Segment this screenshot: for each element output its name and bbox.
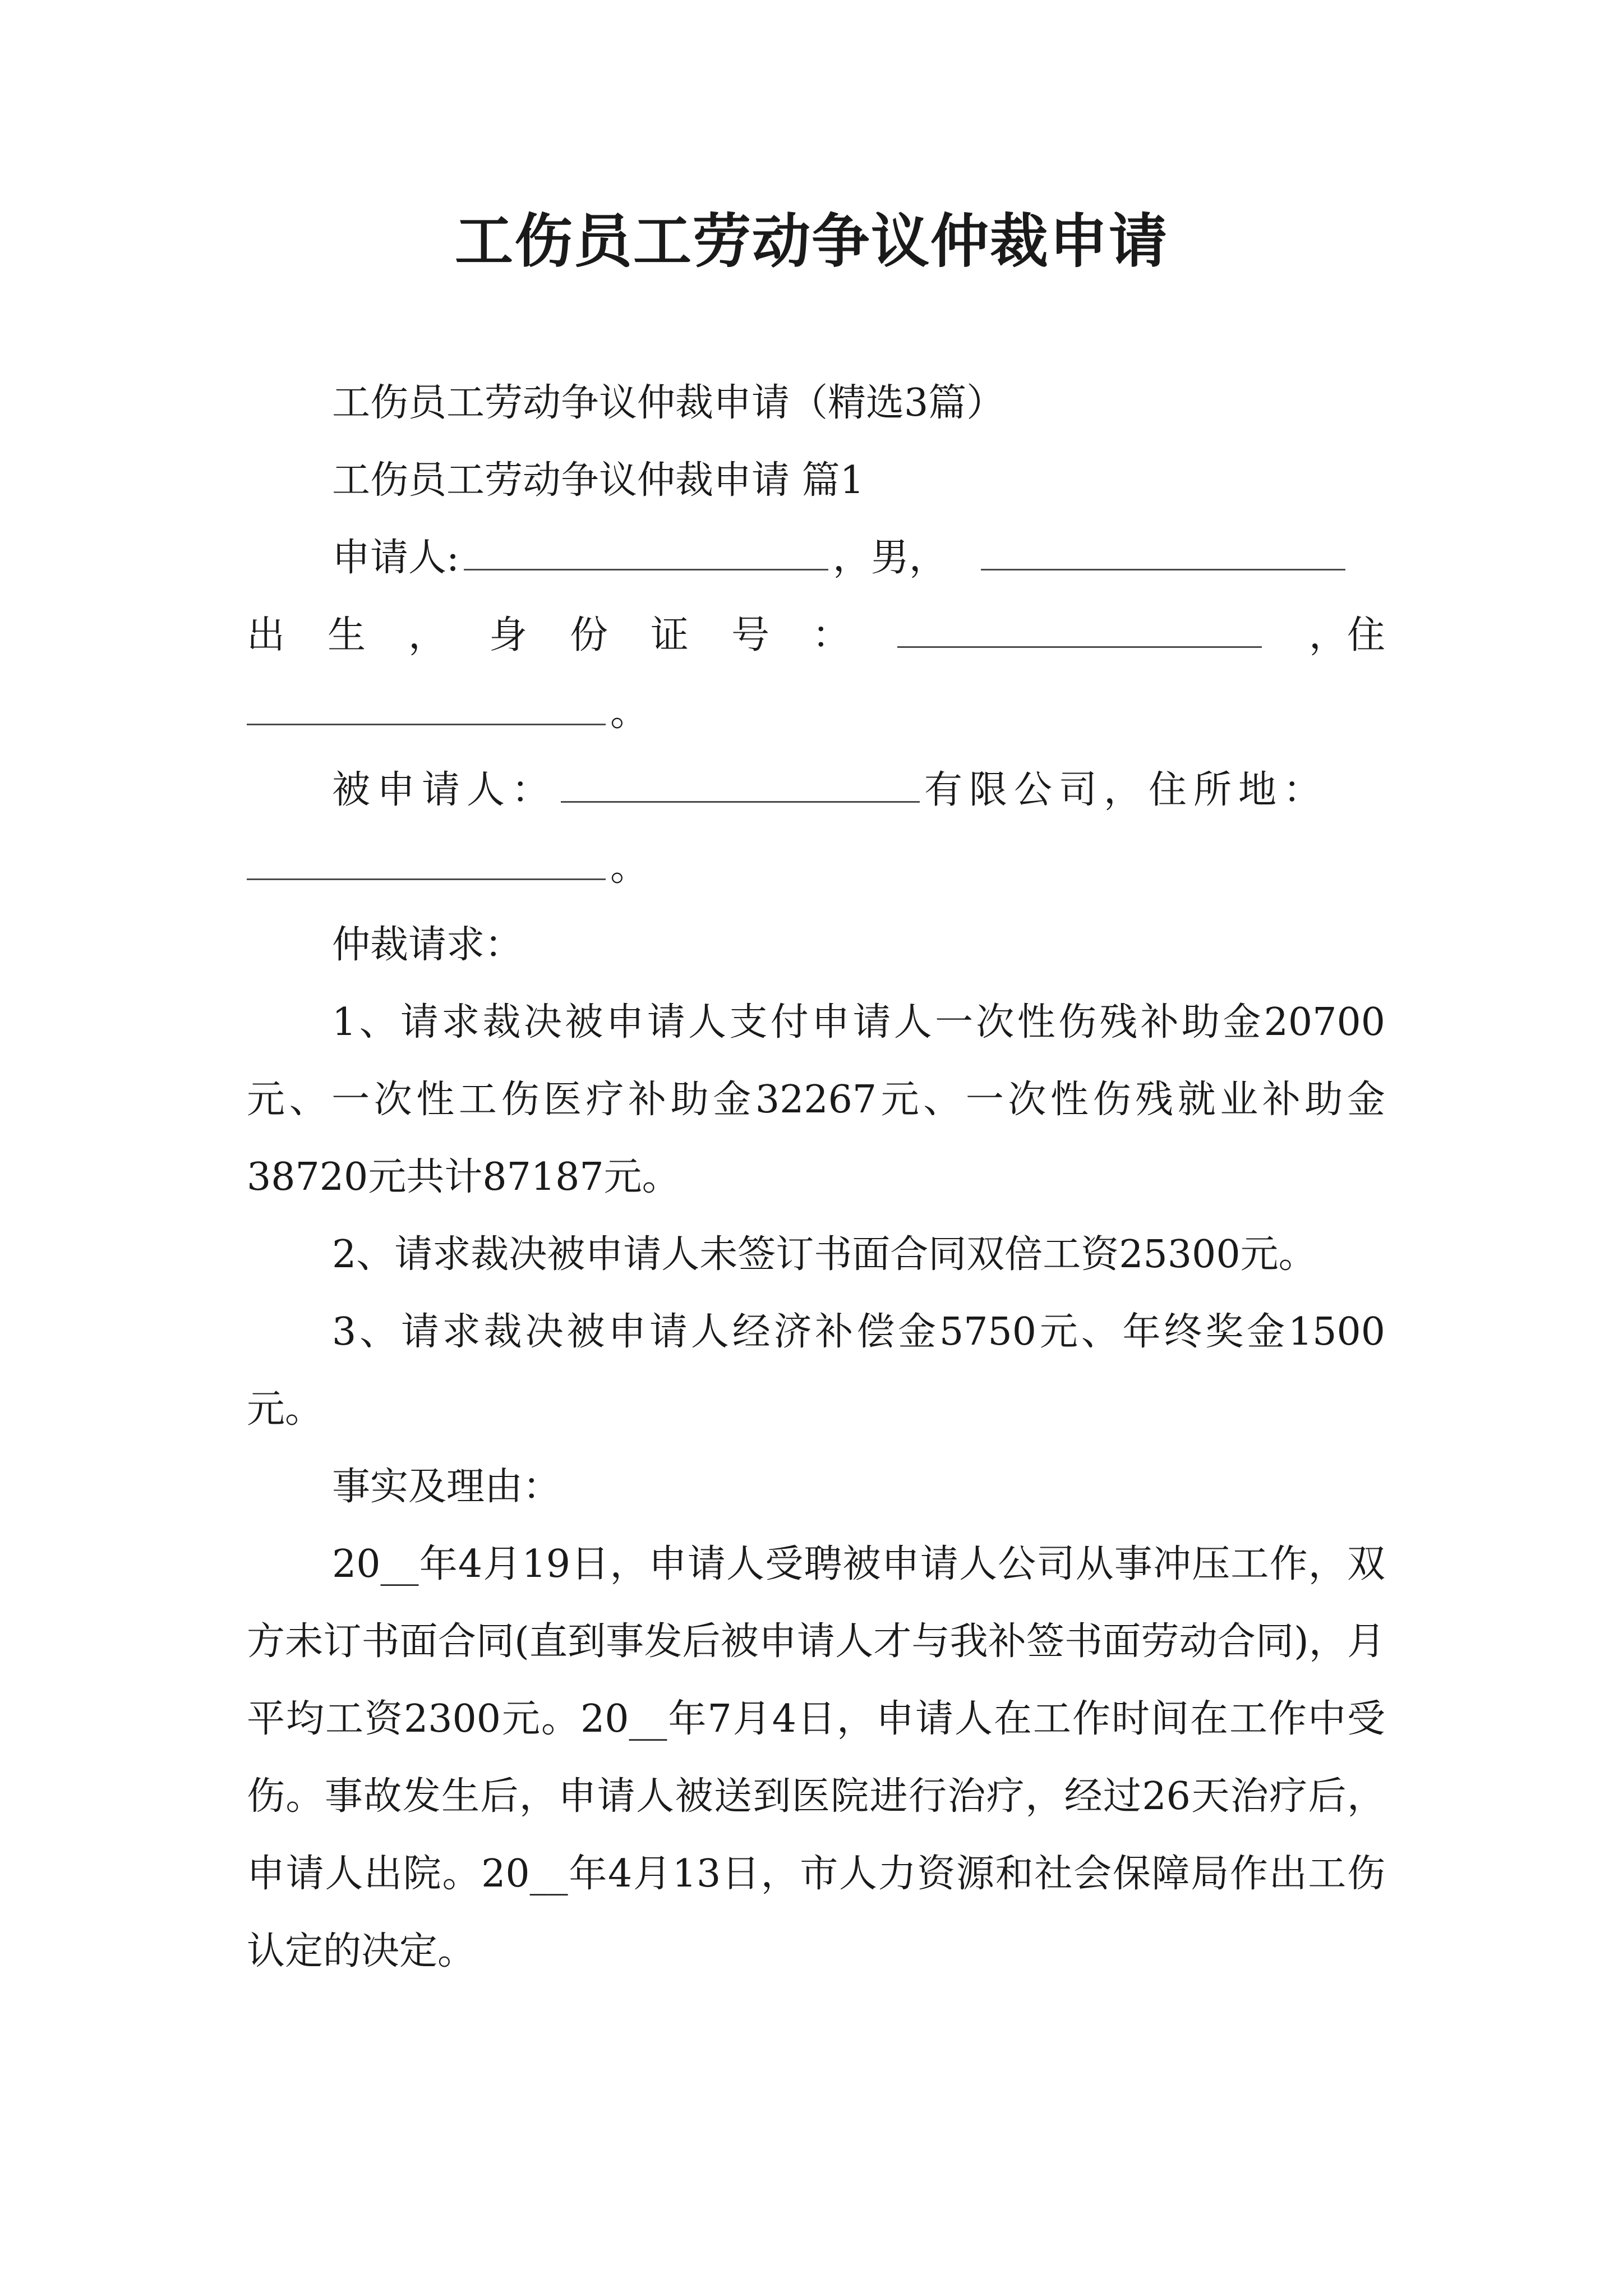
respondent-address-blank[interactable]: [247, 878, 606, 880]
birth-char: 生: [328, 613, 366, 657]
id-char: ：: [812, 613, 851, 657]
id-char: 份: [570, 613, 608, 657]
id-char: 号: [731, 613, 770, 657]
claim-3: 3、请求裁决被申请人经济补偿金5750元、年终奖金1500元。: [247, 1310, 1385, 1432]
residence-blank[interactable]: [247, 723, 606, 725]
section-heading: 工伤员工劳动争议仲裁申请 篇1: [332, 458, 864, 503]
claims-heading: 仲裁请求：: [332, 923, 523, 967]
applicant-name-blank[interactable]: [464, 568, 828, 570]
document-body: [247, 365, 1385, 1990]
birth-char: 出: [247, 613, 285, 657]
birth-char: ，: [408, 613, 447, 657]
subtitle: 工伤员工劳动争议仲裁申请（精选3篇）: [332, 381, 1005, 425]
claim-2: 2、请求裁决被申请人未签订书面合同双倍工资25300元。: [332, 1232, 1317, 1277]
residence-line: [247, 674, 1385, 752]
applicant-birth-blank[interactable]: [981, 568, 1345, 570]
respondent-line: [247, 752, 1385, 829]
applicant-label: 申请人:: [332, 536, 459, 580]
applicant-gender: ，男，: [832, 536, 947, 580]
facts-heading: 事实及理由：: [332, 1465, 561, 1509]
document-title: 工伤员工劳动争议仲裁申请: [454, 207, 1168, 275]
id-char: 证: [651, 613, 689, 657]
applicant-id-line: [247, 597, 1385, 674]
residence-end: 。: [610, 691, 649, 735]
applicant-line: [247, 519, 1385, 597]
respondent-company: 有限公司，住所地：: [924, 768, 1329, 812]
respondent-end: 。: [610, 845, 649, 890]
facts-paragraph: 20__年4月19日，申请人受聘被申请人公司从事冲压工作，双方未订书面合同(直到事发后被申请人才与我补签书面劳动合同)，月平均工资2300元。20__年7月4日，申请人在工作时间在工作中受伤。事故发生后，申请人被送到医院进行治疗，经过26天治疗后，申请人出院。20__年4月13日，市人力资源和社会保障局作出工伤认定的决定。: [247, 1542, 1385, 1973]
respondent-name-blank[interactable]: [561, 800, 920, 803]
residence-label: ，住: [1308, 613, 1385, 657]
respondent-address-line: [247, 829, 1385, 907]
id-number-blank[interactable]: [897, 646, 1262, 648]
claim-1: 1、请求裁决被申请人支付申请人一次性伤残补助金20700元、一次性工伤医疗补助金32267元、一次性伤残就业补助金38720元共计87187元。: [247, 1000, 1385, 1199]
respondent-label: 被申请人：: [332, 768, 557, 812]
id-char: 身: [489, 613, 528, 657]
